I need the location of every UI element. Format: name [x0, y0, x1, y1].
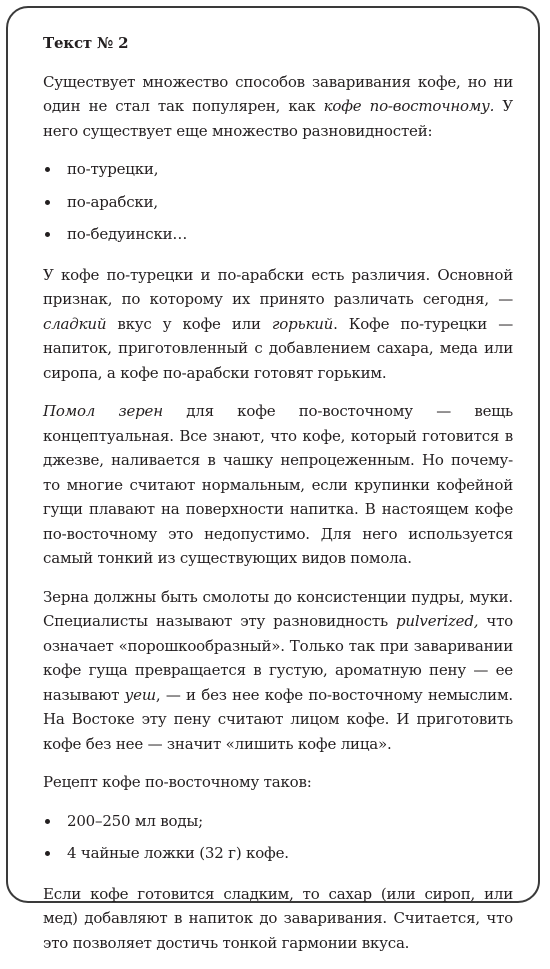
list-item: 4 чайные ложки (32 г) кофе. — [43, 841, 513, 866]
paragraph-pulverized-text-e: , — и без нее кофе по-восточному немыслим. На Востоке эту пену считают лицом кофе. И приготовить кофе без нее — значит «лишить кофе лица». — [43, 685, 513, 753]
paragraph-pulverized — [43, 585, 513, 757]
emphasis-bitter: горький — [271, 314, 334, 333]
variety-list — [43, 157, 513, 247]
paragraph-sweet: Если кофе готовится сладким, то сахар (или сироп, или мед) добавляют в напиток до заваривания. Считается, что это позволяет достичь тонкой гармонии вкуса. — [43, 884, 513, 952]
paragraph-grinding-text: для кофе по-восточному — вещь концептуальная. Все знают, что кофе, который готовится в джезве, наливается в чашку непроцеженным. Но почему-то многие считают нормальным, если крупинки кофейной гущи плавают на поверхности напитка. В настоящем кофе по-восточному это недопустимо. Для него используется самый тонкий из существующих видов помола. — [43, 402, 513, 567]
list-item: по-бедуински… — [43, 222, 513, 247]
list-item: по-турецки, — [43, 157, 513, 182]
paragraph-intro-text-a: Существует множество способов заваривания кофе, но ни один не стал так популярен, как — [43, 72, 513, 115]
paragraph-differences-text-c: вкус у кофе или — [106, 314, 272, 333]
paragraph-grinding — [43, 399, 513, 571]
paragraph-differences-text-a: У кофе по-турецки и по-арабски есть различия. Основной признак, по которому их принято различать сегодня, — — [43, 265, 513, 308]
paragraph-intro — [43, 70, 513, 144]
emphasis-pulverized: pulverized, — [395, 612, 479, 630]
paragraph-intro-text-c: У него существует еще множество разновидностей: — [43, 97, 513, 140]
emphasis-uesh: уеш — [124, 685, 156, 704]
paragraph-differences — [43, 263, 513, 386]
document-title: Текст № 2 — [43, 34, 129, 52]
paragraph-pulverized-text-a: Зерна должны быть смолоты до консистенции пудры, муки. Специалисты называют эту разновидность — [43, 587, 513, 630]
recipe-list — [43, 809, 513, 866]
emphasis-sweet: сладкий — [43, 314, 107, 333]
paragraph-differences-text-e: . Кофе по-турецки — напиток, приготовленный с добавлением сахара, меда или сиропа, а кофе по-арабски готовят горьким. — [43, 314, 513, 382]
list-item: по-арабски, — [43, 190, 513, 215]
paragraph-recipe: Рецепт кофе по-восточному таков: — [43, 773, 312, 791]
paragraph-intro-emphasis: кофе по-восточному. — [323, 97, 495, 115]
list-item: 200–250 мл воды; — [43, 809, 513, 834]
paragraph-pulverized-text-c: что означает «порошкообразный». Только так при заваривании кофе гуща превращается в густую, ароматную пену — ее называют — [43, 612, 514, 704]
emphasis-grinding: Помол зерен — [43, 402, 163, 420]
document-body — [43, 31, 513, 969]
